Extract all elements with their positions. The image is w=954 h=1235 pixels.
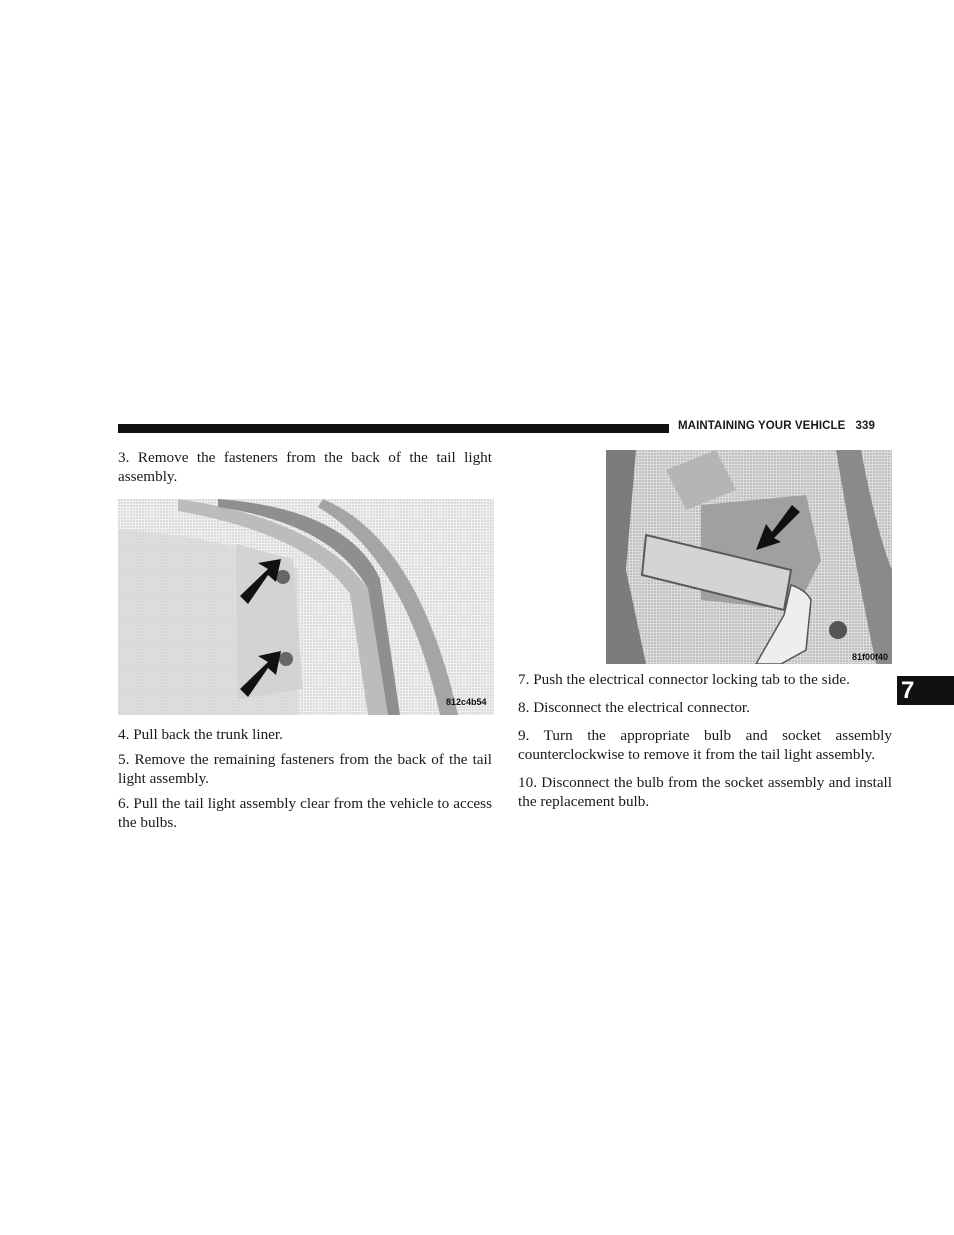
step-10: 10. Disconnect the bulb from the socket assembly and install the replacement bulb. [518,774,892,810]
step-4: 4. Pull back the trunk liner. [118,726,283,743]
section-title: MAINTAINING YOUR VEHICLE [678,420,846,432]
step-9: 9. Turn the appropriate bulb and socket assembly counterclockwise to remove it from the tail light assembly. [518,727,892,763]
step-6: 6. Pull the tail light assembly clear from the vehicle to access the bulbs. [118,795,492,831]
step-7: 7. Push the electrical connector locking tab to the side. [518,671,850,688]
figure-connector-tab [606,450,892,664]
figure-code: 812c4b54 [446,697,487,707]
right-column [518,670,892,820]
step-8: 8. Disconnect the electrical connector. [518,699,750,716]
chapter-tab: 7 [897,676,954,705]
figure-code-right: 81f00f40 [852,652,889,662]
page-number: 339 [855,420,875,432]
step-5: 5. Remove the remaining fasteners from the back of the tail light assembly. [118,751,492,787]
left-column [118,448,492,832]
header-rule [118,424,669,433]
running-header [678,420,892,436]
step-3: 3. Remove the fasteners from the back of the tail light assembly. [118,449,492,485]
figure-trunk-fasteners [118,499,494,715]
